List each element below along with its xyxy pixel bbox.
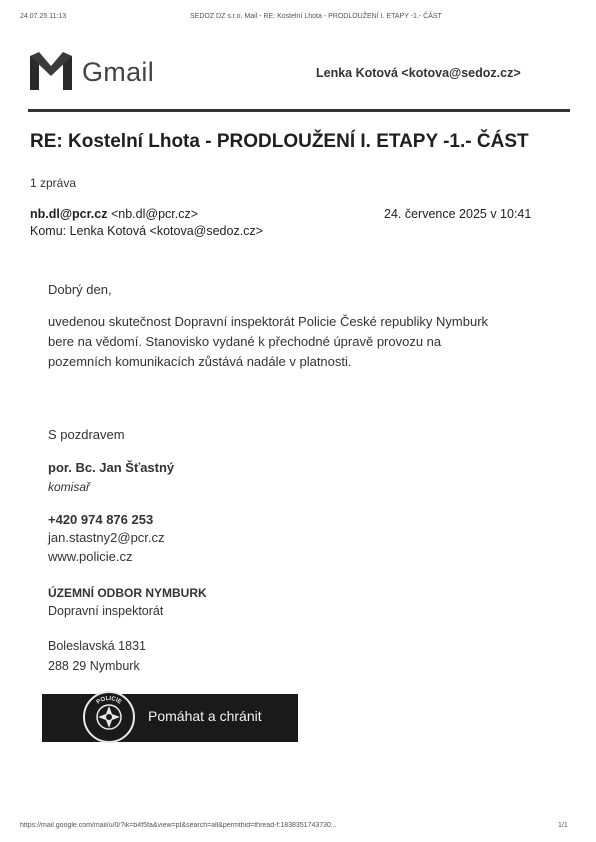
- gmail-wordmark: Gmail: [82, 57, 155, 87]
- badge-text: POLICIE: [95, 695, 123, 706]
- signature-city: 288 29 Nymburk: [48, 659, 140, 673]
- message-count: 1 zpráva: [30, 176, 77, 190]
- account-name: Lenka Kotová <kotova@sedoz.cz>: [316, 66, 521, 80]
- signature-department: ÚZEMNÍ ODBOR NYMBURK: [48, 586, 207, 600]
- signature-sub-department: Dopravní inspektorát: [48, 604, 164, 618]
- signature-website[interactable]: www.policie.cz: [48, 549, 133, 564]
- print-title: SEDOZ DZ s.r.o. Mail - RE: Kostelní Lhota - PRODLOUŽENÍ I. ETAPY -1.- ČÁST: [190, 13, 442, 20]
- header-divider: [28, 109, 570, 112]
- greeting: Dobrý den,: [48, 282, 112, 297]
- sender-address: <nb.dl@pcr.cz>: [110, 207, 199, 221]
- signature-role: komisař: [48, 480, 91, 494]
- signature-name: por. Bc. Jan Šťastný: [48, 460, 175, 475]
- recipient: Komu: Lenka Kotová <kotova@sedoz.cz>: [30, 224, 263, 238]
- signature-email[interactable]: jan.stastny2@pcr.cz: [48, 530, 165, 545]
- signature-street: Boleslavská 1831: [48, 639, 146, 653]
- email-subject: RE: Kostelní Lhota - PRODLOUŽENÍ I. ETAPY -1.- ČÁST: [30, 131, 529, 152]
- closing: S pozdravem: [48, 427, 125, 442]
- police-badge-icon: [82, 690, 136, 744]
- police-slogan: Pomáhat a chránit: [148, 708, 262, 724]
- sender-name: nb.dl@pcr.cz: [30, 207, 108, 221]
- print-date: 24.07.25 11:13: [20, 13, 67, 20]
- sender: [30, 207, 198, 221]
- page-number: 1/1: [558, 822, 568, 829]
- gmail-logo-icon: [30, 52, 72, 90]
- sent-date: 24. července 2025 v 10:41: [384, 207, 532, 221]
- message-paragraph: uvedenou skutečnost Dopravní inspektorát Policie České republiky Nymburk bere na vědomí. Stanovisko vydané k přechodné úpravě provozu na pozemních komunikacích zůstává nadále v platnosti.: [48, 314, 489, 369]
- print-footer-url: https://mail.google.com/mail/u/0/?ik=b4f5fa&view=pt&search=all&permthid=thread-f:1838351743730...: [20, 822, 337, 829]
- signature-phone: +420 974 876 253: [48, 512, 154, 527]
